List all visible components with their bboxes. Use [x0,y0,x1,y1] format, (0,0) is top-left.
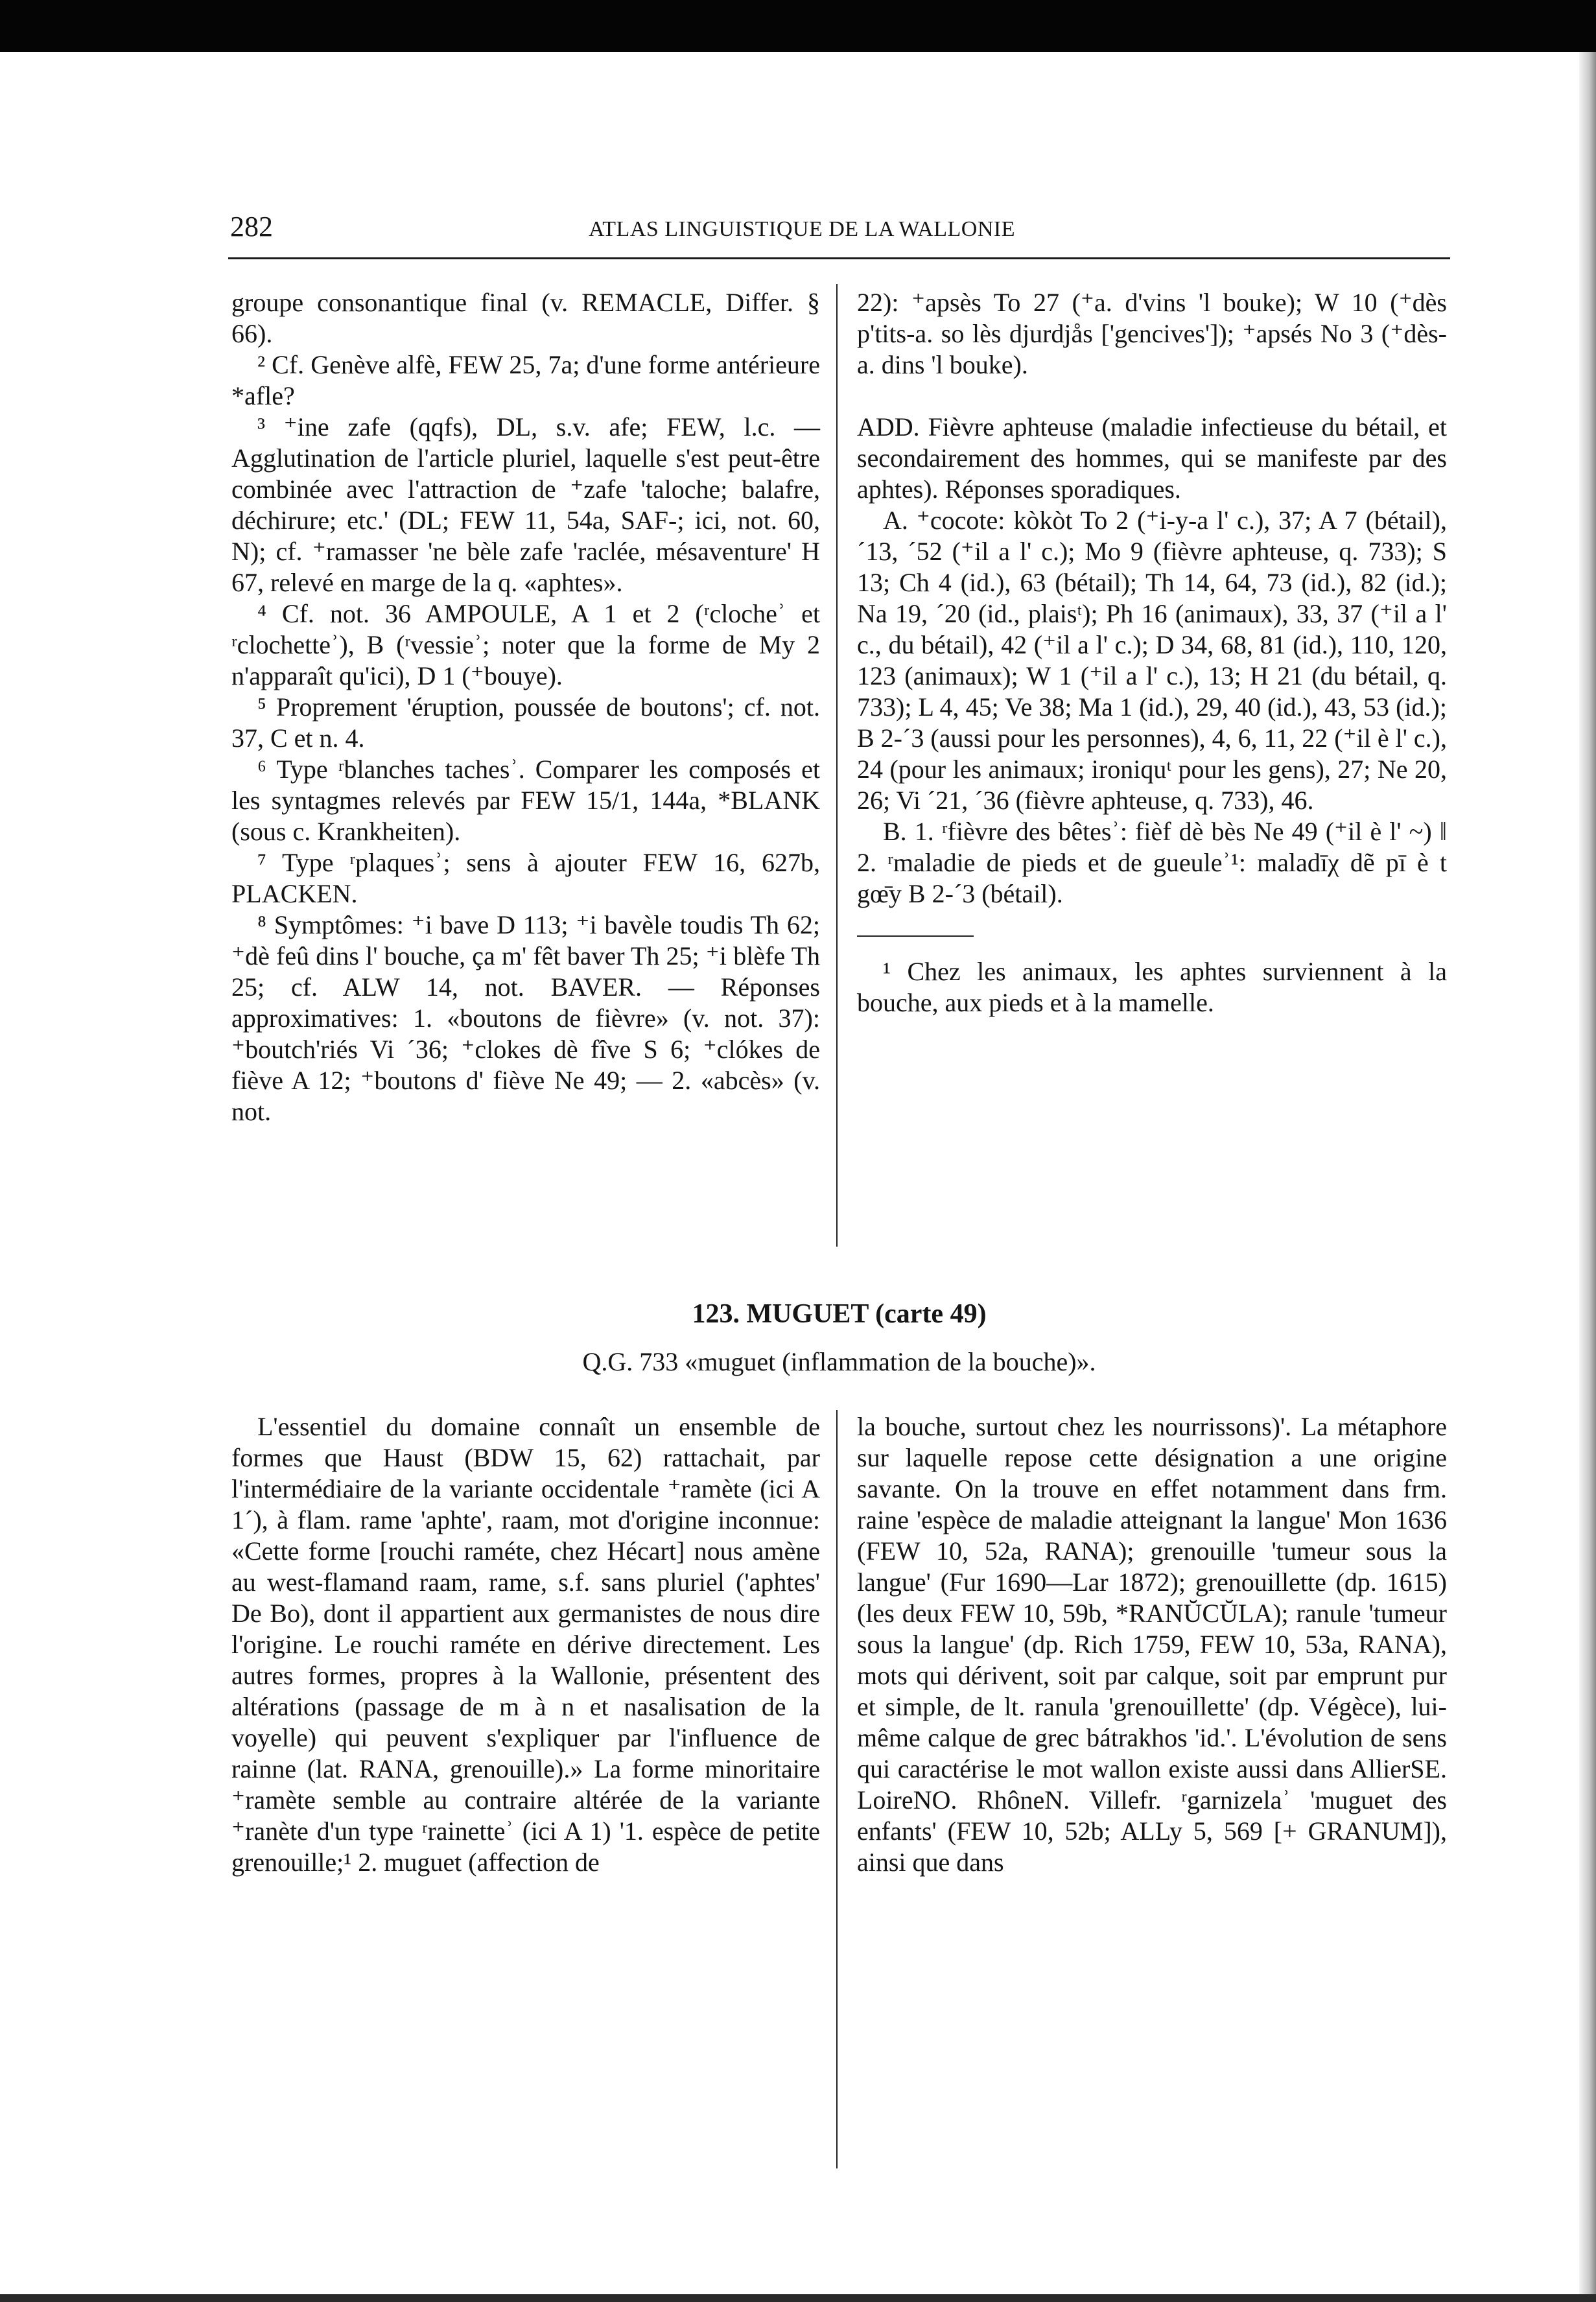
column-divider-top [836,284,838,1247]
scan-bottom-border [0,2294,1596,2302]
add-intro: ADD. Fièvre aphteuse (maladie infectieuse du bétail, et secondairement des hommes, qui se manifeste par des aphtes). Réponses sporadiques. [857,412,1447,504]
body-paragraph-right: la bouche, surtout chez les nourrissons)'. La métaphore sur laquelle repose cette désignation a une origine savante. On la trouve en effet notamment dans frm. raine 'espèce de maladie atteignant la langue' Mon 1636 (FEW 10, 52a, RANA); grenouille 'tumeur sous la langue' (Fur 1690—Lar 1872); grenouillette (dp. 1615) (les deux FEW 10, 59b, *RANŬCŬLA); ranule 'tumeur sous la langue' (dp. Rich 1759, FEW 10, 53a, RANA), mots qui dérivent, soit par calque, soit par emprunt pur et simple, de lt. ranula 'grenouillette' (dp. Végèce), lui-même calque de grec bátrakhos 'id.'. L'évolution de sens qui caractérise le mot wallon existe aussi dans AllierSE. LoireNO. RhôneN. Villefr. ʳgarnizelaʾ 'muguet des enfants' (FEW 10, 52b; ALLy 5, 569 [+ GRANUM]), ainsi que dans [857,1412,1447,1877]
footnote-1: ¹ Chez les animaux, les aphtes surviennent à la bouche, aux pieds et à la mamelle. [857,957,1447,1017]
note-6: ⁶ Type ʳblanches tachesʾ. Comparer les composés et les syntagmes relevés par FEW 15/1, 144a, *BLANK (sous c. Krankheiten). [231,755,820,846]
scan-top-border [0,0,1596,52]
add-type-b: B. 1. ʳfièvre des bêtesʾ: fièf dè bès Ne 49 (⁺il è l' ~) ‖ 2. ʳmaladie de pieds et de gueuleʾ¹: maladīχ dẽ pī è t gœ̄y B 2-´3 (bétail). [857,817,1447,908]
section-title: 123. MUGUET (carte 49) [692,1299,987,1329]
note-3: ³ ⁺ine zafe (qqfs), DL, s.v. afe; FEW, l.c. — Agglutination de l'article pluriel, laquelle s'est peut-être combinée avec l'attraction de ⁺zafe 'taloche; balafre, déchirure; etc.' (DL; FEW 11, 54a, SAF-; ici, not. 60, N); cf. ⁺ramasser 'ne bèle zafe 'raclée, mésaventure' H 67, relevé en marge de la q. «aphtes». [231,412,820,597]
note-4: ⁴ Cf. not. 36 AMPOULE, A 1 et 2 (ʳclocheʾ et ʳclochetteʾ), B (ʳvessieʾ; noter que la forme de My 2 n'apparaît qu'ici), D 1 (⁺bouye). [231,599,820,690]
add-type-a: A. ⁺cocote: kòkòt To 2 (⁺i-y-a l' c.), 37; A 7 (bétail), ´13, ´52 (⁺il a l' c.); Mo 9 (fièvre aphteuse, q. 733); S 13; Ch 4 (id.), 63 (bétail); Th 14, 64, 73 (id.), 82 (id.); Na 19, ´20 (id., plaisᵗ); Ph 16 (animaux), 33, 37 (⁺il a l' c., du bétail), 42 (⁺il a l' c.); D 34, 68, 81 (id.), 110, 120, 123 (animaux); W 1 (⁺il a l' c.), 13; H 21 (du bétail, q. 733); L 4, 45; Ve 38; Ma 1 (id.), 29, 40 (id.), 43, 53 (id.); B 2-´3 (aussi pour les personnes), 4, 6, 11, 22 (⁺il è l' c.), 24 (pour les animaux; ironiquᵗ pour les gens), 27; Ne 20, 26; Vi ´21, ´36 (fièvre aphteuse, q. 733), 46. [857,506,1447,815]
header-rule [228,257,1450,259]
note-7: ⁷ Type ʳplaquesʾ; sens à ajouter FEW 16, 627b, PLACKEN. [231,848,820,908]
body-right-column [857,1411,1447,1878]
note-continuation: groupe consonantique final (v. REMACLE, Differ. § 66). [231,288,820,348]
body-paragraph-left: L'essentiel du domaine connaît un ensemble de formes que Haust (BDW 15, 62) rattachait, par l'intermédiaire de la variante occidentale ⁺ramète (ici A 1´), à flam. rame 'aphte', raam, mot d'origine inconnue: «Cette forme [rouchi raméte, chez Hécart] nous amène au west-flamand raam, rame, s.f. sans pluriel ('aphtes' De Bo), dont il appartient aux germanistes de nous dire l'origine. Le rouchi raméte en dérive directement. Les autres formes, propres à la Wallonie, présentent des altérations (passage de m à n et nasalisation de la voyelle) qui peuvent s'expliquer par l'influence de rainne (lat. RANA, grenouille).» La forme minoritaire ⁺ramète semble au contraire altérée de la variante ⁺ranète d'un type ʳrainetteʾ (ici A 1) '1. espèce de petite grenouille;¹ 2. muguet (affection de [231,1412,820,1877]
notes-right-column [857,287,1447,1018]
paragraph-gap [857,381,1447,412]
running-title: ATLAS LINGUISTIQUE DE LA WALLONIE [589,217,1016,241]
note-2: ² Cf. Genève alfè, FEW 25, 7a; d'une forme antérieure *afle? [231,350,820,410]
body-left-column [231,1411,820,1878]
page-number: 282 [230,211,273,242]
note-8: ⁸ Symptômes: ⁺i bave D 113; ⁺i bavèle toudis Th 62; ⁺dè feû dins l' bouche, ça m' fêt baver Th 25; ⁺i blèfe Th 25; cf. ALW 14, not. BAVER. — Réponses approximatives: 1. «boutons de fièvre» (v. not. 37): ⁺boutch'riés Vi ´36; ⁺clokes dè fîve S 6; ⁺clókes de fiève A 12; ⁺boutons d' fiève Ne 49; — 2. «abcès» (v. not. [231,910,820,1126]
column-divider-bottom [836,1410,838,2168]
footnote-rule [857,935,974,937]
notes-left-column [231,287,820,1127]
note-continuation-right: 22): ⁺apsès To 27 (⁺a. d'vins 'l bouke); W 10 (⁺dès p'tits-a. so lès djurdjås ['gencives']); ⁺apsés No 3 (⁺dès-a. dins 'l bouke). [857,288,1447,379]
note-5: ⁵ Proprement 'éruption, poussée de boutons'; cf. not. 37, C et n. 4. [231,692,820,753]
section-subtitle: Q.G. 733 «muguet (inflammation de la bouche)». [582,1347,1096,1376]
scan-right-edge [1579,52,1596,2302]
